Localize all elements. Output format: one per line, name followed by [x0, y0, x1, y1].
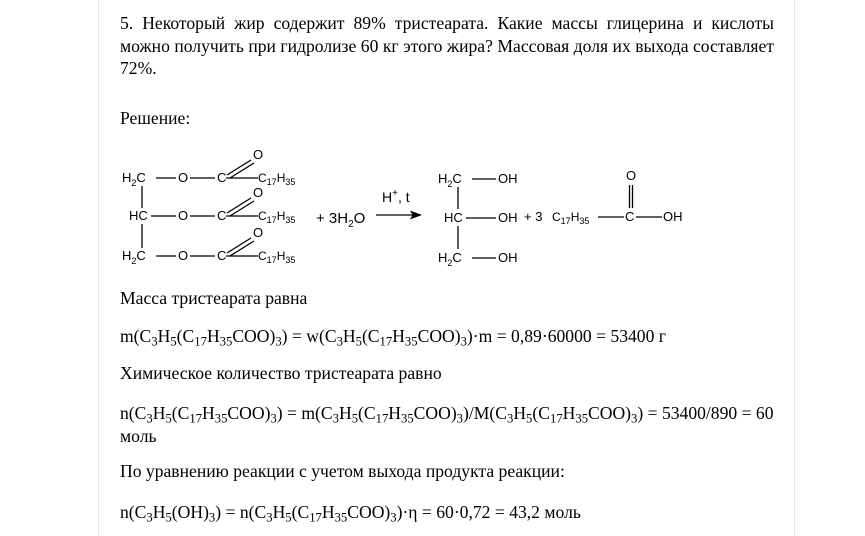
chain-c17h35-1: $C_{17}H_{35}$: [258, 171, 296, 187]
reaction-condition: H+, t: [382, 188, 410, 205]
glycerol-hc: HC: [444, 210, 463, 225]
mass-equation: $m(C_3H_5(C_{17}H_{35}COO)_3) = w(C_3H_5(C_{17}H_{35}COO)_3)\cdot m = 0,89\cdot 60000 = 53400$ г: [120, 326, 666, 349]
reaction-arrow: [376, 211, 422, 220]
ester-oxygen-3: O: [178, 248, 189, 263]
carbonyl-carbon-1: C: [217, 170, 227, 185]
amount-equation: $n(C_3H_5(C_{17}H_{35}COO)_3) = m(C_3H_5(C_{17}H_{35}COO)_3)/M(C_3H_5(C_{17}H_{35}COO)_3) = 53400/890 = 60$ моль: [120, 403, 774, 446]
ester-oxygen-1: O: [178, 170, 189, 185]
h2c-top: $H_2C$: [122, 170, 146, 188]
glycerol: [438, 171, 518, 268]
glycerol-h2c-bottom: $H_2C$: [438, 250, 462, 268]
margin-guide-left: [98, 0, 99, 536]
carbonyl-oxygen-1: O: [253, 148, 264, 162]
carbonyl-carbon-3: C: [217, 248, 227, 263]
acid-carbon: C: [625, 209, 635, 224]
carbonyl-oxygen-3: O: [253, 225, 264, 240]
glycerol-amount-equation: $n(C_3H_5(OH)_3) = n(C_3H_5(C_{17}H_{35}COO)_3)\cdot\eta = 60\cdot 0,72 = 43,2$ моль: [120, 502, 581, 525]
hydrolysis-reaction-scheme: [120, 148, 720, 280]
glycerol-oh-1: OH: [498, 171, 518, 186]
yield-heading: По уравнению реакции с учетом выхода продукта реакции:: [120, 461, 565, 481]
plus-three: + 3: [524, 209, 543, 224]
h2c-bottom: $H_2C$: [122, 248, 146, 266]
chain-c17h35-3: $C_{17}H_{35}$: [258, 249, 296, 265]
solution-label: Решение:: [120, 108, 191, 128]
amount-heading: Химическое количество тристеарата равно: [120, 363, 442, 383]
glycerol-oh-3: OH: [498, 250, 518, 265]
margin-guide-right: [794, 0, 795, 536]
mass-heading: Масса тристеарата равна: [120, 288, 308, 308]
chain-c17h35-2: $C_{17}H_{35}$: [258, 209, 296, 225]
ester-oxygen-2: O: [178, 208, 189, 223]
acid-chain-c17h35: $C_{17}H_{35}$: [552, 210, 590, 226]
carbonyl-oxygen-2: O: [253, 185, 264, 200]
stearic-acid: [552, 168, 683, 226]
plus-water: + $3H_2O$: [316, 210, 366, 230]
glycerol-oh-2: OH: [498, 210, 518, 225]
acid-oh: OH: [663, 209, 683, 224]
problem-statement: 5. Некоторый жир содержит 89% тристеарата. Какие массы глицерина и кислоты можно получить при гидролизе 60 кг этого жира? Массовая доля их выхода составляет 72%.: [120, 13, 774, 78]
hc-middle: HC: [129, 208, 148, 223]
glycerol-h2c-top: $H_2C$: [438, 171, 462, 189]
carbonyl-carbon-2: C: [217, 208, 227, 223]
acid-carbonyl-oxygen: O: [626, 168, 637, 183]
tristearate: [122, 148, 295, 266]
